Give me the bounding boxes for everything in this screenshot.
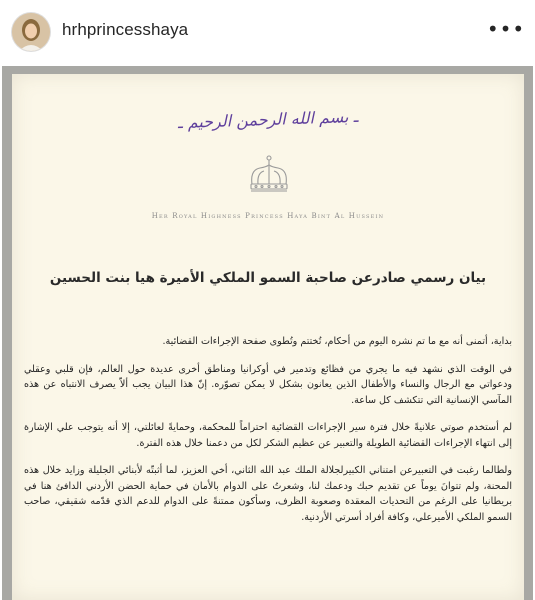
post-image xyxy=(2,66,533,600)
paragraph-1: بداية، أتمنى أنه مع ما تم نشره اليوم من أحكام، تُختتم وتُطوى صفحة الإجراءات القضائية. xyxy=(162,336,512,347)
more-options-icon[interactable]: ••• xyxy=(486,17,526,41)
username-link[interactable]: hrhprincesshaya xyxy=(62,20,189,39)
letterhead-name: Her Royal Highness Princess Haya Bint Al Hussein xyxy=(151,212,385,220)
statement-body xyxy=(24,334,512,537)
bismillah-handwriting: ـ بسم الله الرحمن الرحيم ـ xyxy=(177,106,359,133)
crown-emblem-icon xyxy=(246,154,292,198)
profile-avatar[interactable] xyxy=(12,13,50,51)
paragraph-3: لم أستخدم صوتي علانيةً خلال فترة سير الإجراءات القضائية احتراماً للمحكمة، وحمايةً لعائلتي، إلا أنه يتوجب علي الإشارة إلى انتهاء الإجراءات القضائية الطويلة والتعبير عن عظيم الشكر لكل من دعمنا خلال هذه الفترة. xyxy=(24,422,512,449)
statement-letter xyxy=(12,74,524,600)
avatar-portrait-icon xyxy=(12,13,50,51)
paragraph-4: ولطالما رغبت في التعبيرعن امتناني الكبيرلجلالة الملك عبد الله الثاني، أخي العزيز، لما أثبتّه لأبنائي الجليلة وزايد خلال هذه المحنة، ولم تتوانَ يوماً عن تقديم حبك ودعمك لنا، وشعرتُ على الدوام بالأمان في حماية الحضن الأردني الدافئ هنا في بريطانيا على الرغم من التحديات المعقدة وصعوبة الظرف، وسأكون ممتنةً على الدوام للدعم الذي قدّمه شقيقي، صاحب السمو الملكي الأميرعلي، وكافة أفراد أسرتي الأردنية. xyxy=(24,465,512,523)
statement-title: بيان رسمي صادرعن صاحبة السمو الملكي الأميرة هيا بنت الحسين xyxy=(49,270,487,286)
paragraph-2: في الوقت الذي نشهد فيه ما يجري من فظائع وتدمير في أوكرانيا ومناطق أخرى عديدة حول العالم، فإن قلبي وعقلي ودعواتي مع الرجال والنساء والأطفال الذين يعانون بشكل لا يمكن تصوّره. إنّ هذا البيان يجب ألاّ يصرف الانتباه عن هذه المآسي الإنسانية التي تتكشف كل ساعة. xyxy=(24,363,512,406)
post-header xyxy=(0,0,535,64)
